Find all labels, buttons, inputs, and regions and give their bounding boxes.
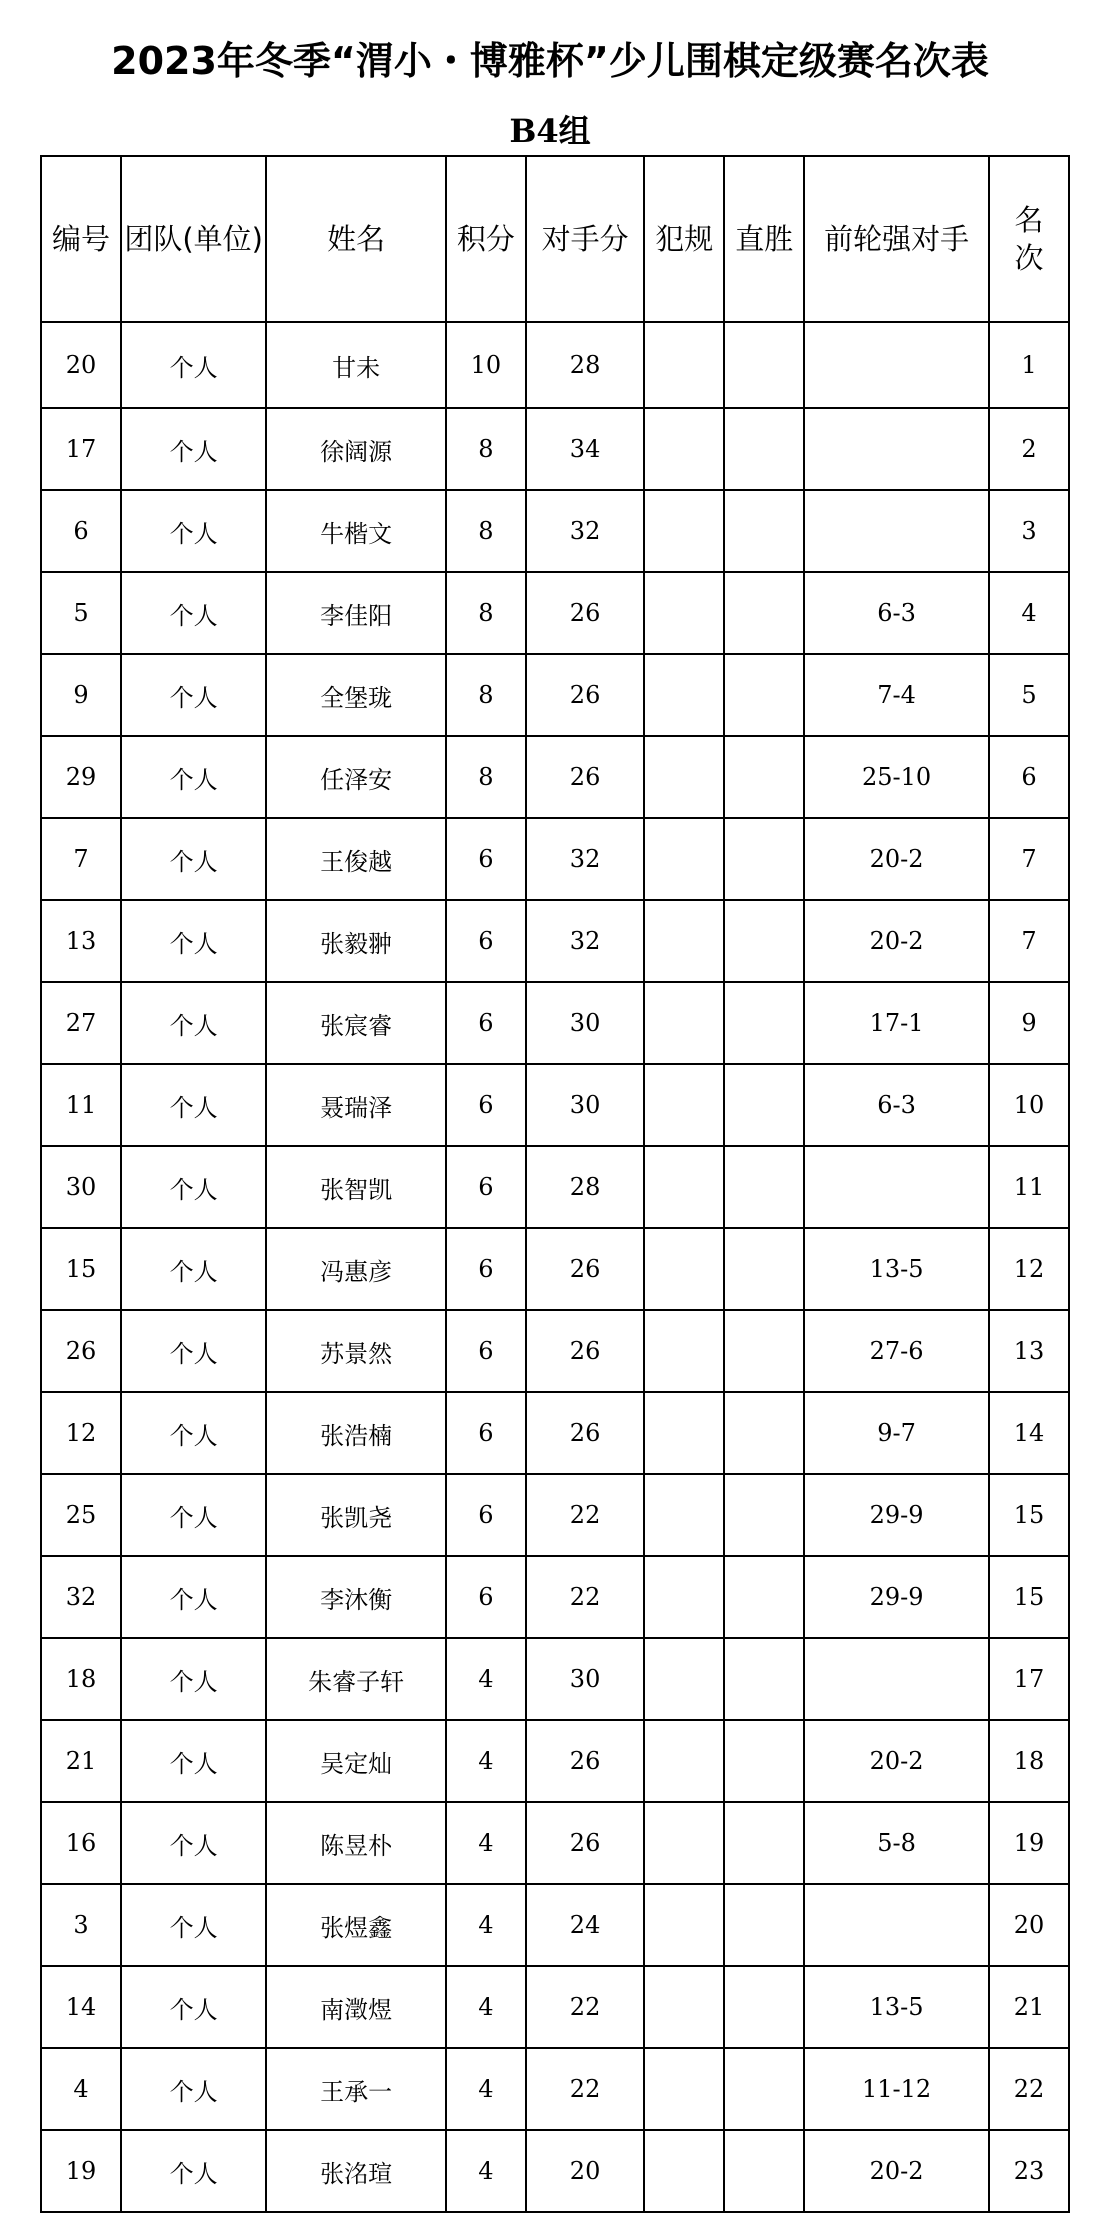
head-to-head-cell bbox=[724, 1556, 804, 1638]
head-to-head-cell bbox=[724, 490, 804, 572]
opponent-score-cell: 26 bbox=[526, 1802, 644, 1884]
rank-cell: 15 bbox=[989, 1556, 1069, 1638]
number-cell: 14 bbox=[41, 1966, 121, 2048]
opponent-score-cell: 26 bbox=[526, 572, 644, 654]
name-cell: 陈昱朴 bbox=[266, 1802, 446, 1884]
points-cell: 6 bbox=[446, 1392, 526, 1474]
strong-opponent-cell bbox=[804, 322, 989, 408]
rank-cell: 17 bbox=[989, 1638, 1069, 1720]
head-to-head-cell bbox=[724, 1392, 804, 1474]
strong-opponent-cell: 9-7 bbox=[804, 1392, 989, 1474]
team-cell: 个人 bbox=[121, 1802, 266, 1884]
team-cell: 个人 bbox=[121, 1228, 266, 1310]
head-to-head-cell bbox=[724, 1884, 804, 1966]
points-cell: 6 bbox=[446, 818, 526, 900]
points-cell: 6 bbox=[446, 1556, 526, 1638]
head-to-head-cell bbox=[724, 408, 804, 490]
points-cell: 4 bbox=[446, 2130, 526, 2212]
name-cell: 任泽安 bbox=[266, 736, 446, 818]
number-cell: 21 bbox=[41, 1720, 121, 1802]
team-cell: 个人 bbox=[121, 1474, 266, 1556]
number-cell: 26 bbox=[41, 1310, 121, 1392]
team-cell: 个人 bbox=[121, 1146, 266, 1228]
points-cell: 8 bbox=[446, 408, 526, 490]
table-row bbox=[41, 1966, 1069, 2048]
table-row bbox=[41, 1228, 1069, 1310]
name-cell: 全堡珑 bbox=[266, 654, 446, 736]
team-cell: 个人 bbox=[121, 1064, 266, 1146]
number-cell: 27 bbox=[41, 982, 121, 1064]
opponent-score-cell: 30 bbox=[526, 1638, 644, 1720]
head-to-head-cell bbox=[724, 2048, 804, 2130]
team-cell: 个人 bbox=[121, 1884, 266, 1966]
rank-cell: 7 bbox=[989, 818, 1069, 900]
fouls-cell bbox=[644, 1392, 724, 1474]
table-body bbox=[41, 322, 1069, 2212]
col-header-rank bbox=[989, 156, 1069, 322]
team-cell: 个人 bbox=[121, 1310, 266, 1392]
opponent-score-cell: 26 bbox=[526, 1392, 644, 1474]
head-to-head-cell bbox=[724, 1802, 804, 1884]
rank-cell: 23 bbox=[989, 2130, 1069, 2212]
opponent-score-cell: 22 bbox=[526, 2048, 644, 2130]
rank-cell: 5 bbox=[989, 654, 1069, 736]
strong-opponent-cell bbox=[804, 408, 989, 490]
team-cell: 个人 bbox=[121, 900, 266, 982]
rank-cell: 12 bbox=[989, 1228, 1069, 1310]
rank-cell: 19 bbox=[989, 1802, 1069, 1884]
points-cell: 8 bbox=[446, 654, 526, 736]
name-cell: 张浩楠 bbox=[266, 1392, 446, 1474]
name-cell: 王承一 bbox=[266, 2048, 446, 2130]
fouls-cell bbox=[644, 322, 724, 408]
team-cell: 个人 bbox=[121, 1966, 266, 2048]
points-cell: 4 bbox=[446, 2048, 526, 2130]
head-to-head-cell bbox=[724, 736, 804, 818]
col-header-strong-opponent: 前轮强对手 bbox=[804, 156, 989, 322]
opponent-score-cell: 28 bbox=[526, 1146, 644, 1228]
number-cell: 17 bbox=[41, 408, 121, 490]
strong-opponent-cell: 7-4 bbox=[804, 654, 989, 736]
number-cell: 29 bbox=[41, 736, 121, 818]
name-cell: 吴定灿 bbox=[266, 1720, 446, 1802]
team-cell: 个人 bbox=[121, 1720, 266, 1802]
header-row bbox=[41, 156, 1069, 322]
points-cell: 6 bbox=[446, 900, 526, 982]
name-cell: 张洺瑄 bbox=[266, 2130, 446, 2212]
fouls-cell bbox=[644, 1966, 724, 2048]
points-cell: 6 bbox=[446, 1474, 526, 1556]
fouls-cell bbox=[644, 1228, 724, 1310]
strong-opponent-cell: 6-3 bbox=[804, 1064, 989, 1146]
table-row bbox=[41, 490, 1069, 572]
table-row bbox=[41, 1556, 1069, 1638]
number-cell: 11 bbox=[41, 1064, 121, 1146]
col-header-number: 编号 bbox=[41, 156, 121, 322]
name-cell: 张宸睿 bbox=[266, 982, 446, 1064]
rank-cell: 22 bbox=[989, 2048, 1069, 2130]
head-to-head-cell bbox=[724, 900, 804, 982]
name-cell: 王俊越 bbox=[266, 818, 446, 900]
points-cell: 6 bbox=[446, 1064, 526, 1146]
team-cell: 个人 bbox=[121, 490, 266, 572]
name-cell: 冯惠彦 bbox=[266, 1228, 446, 1310]
opponent-score-cell: 26 bbox=[526, 1228, 644, 1310]
table-row bbox=[41, 572, 1069, 654]
rank-cell: 11 bbox=[989, 1146, 1069, 1228]
team-cell: 个人 bbox=[121, 654, 266, 736]
strong-opponent-cell: 27-6 bbox=[804, 1310, 989, 1392]
col-header-rank-text: 名 次 bbox=[1014, 203, 1044, 275]
head-to-head-cell bbox=[724, 1720, 804, 1802]
strong-opponent-cell: 29-9 bbox=[804, 1556, 989, 1638]
team-cell: 个人 bbox=[121, 1392, 266, 1474]
points-cell: 4 bbox=[446, 1966, 526, 2048]
opponent-score-cell: 32 bbox=[526, 818, 644, 900]
rank-cell: 3 bbox=[989, 490, 1069, 572]
table-row bbox=[41, 1310, 1069, 1392]
fouls-cell bbox=[644, 1720, 724, 1802]
opponent-score-cell: 20 bbox=[526, 2130, 644, 2212]
number-cell: 20 bbox=[41, 322, 121, 408]
number-cell: 16 bbox=[41, 1802, 121, 1884]
col-header-opponent-score: 对手分 bbox=[526, 156, 644, 322]
opponent-score-cell: 28 bbox=[526, 322, 644, 408]
strong-opponent-cell: 13-5 bbox=[804, 1966, 989, 2048]
strong-opponent-cell: 20-2 bbox=[804, 2130, 989, 2212]
points-cell: 10 bbox=[446, 322, 526, 408]
head-to-head-cell bbox=[724, 982, 804, 1064]
rank-cell: 9 bbox=[989, 982, 1069, 1064]
number-cell: 12 bbox=[41, 1392, 121, 1474]
col-header-head-to-head: 直胜 bbox=[724, 156, 804, 322]
table-row bbox=[41, 1392, 1069, 1474]
table-row bbox=[41, 1474, 1069, 1556]
head-to-head-cell bbox=[724, 1966, 804, 2048]
team-cell: 个人 bbox=[121, 2130, 266, 2212]
name-cell: 李佳阳 bbox=[266, 572, 446, 654]
team-cell: 个人 bbox=[121, 1638, 266, 1720]
points-cell: 4 bbox=[446, 1884, 526, 1966]
strong-opponent-cell: 11-12 bbox=[804, 2048, 989, 2130]
opponent-score-cell: 30 bbox=[526, 982, 644, 1064]
table-row bbox=[41, 982, 1069, 1064]
head-to-head-cell bbox=[724, 322, 804, 408]
team-cell: 个人 bbox=[121, 572, 266, 654]
strong-opponent-cell: 20-2 bbox=[804, 900, 989, 982]
fouls-cell bbox=[644, 1310, 724, 1392]
strong-opponent-cell bbox=[804, 1146, 989, 1228]
number-cell: 15 bbox=[41, 1228, 121, 1310]
rank-cell: 20 bbox=[989, 1884, 1069, 1966]
points-cell: 6 bbox=[446, 1310, 526, 1392]
head-to-head-cell bbox=[724, 1474, 804, 1556]
strong-opponent-cell bbox=[804, 1884, 989, 1966]
team-cell: 个人 bbox=[121, 322, 266, 408]
points-cell: 4 bbox=[446, 1720, 526, 1802]
col-header-name: 姓名 bbox=[266, 156, 446, 322]
fouls-cell bbox=[644, 572, 724, 654]
strong-opponent-cell: 5-8 bbox=[804, 1802, 989, 1884]
rank-cell: 2 bbox=[989, 408, 1069, 490]
fouls-cell bbox=[644, 1474, 724, 1556]
table-row bbox=[41, 1802, 1069, 1884]
rank-cell: 4 bbox=[989, 572, 1069, 654]
number-cell: 25 bbox=[41, 1474, 121, 1556]
opponent-score-cell: 34 bbox=[526, 408, 644, 490]
points-cell: 4 bbox=[446, 1802, 526, 1884]
fouls-cell bbox=[644, 408, 724, 490]
opponent-score-cell: 26 bbox=[526, 1310, 644, 1392]
col-header-fouls: 犯规 bbox=[644, 156, 724, 322]
points-cell: 8 bbox=[446, 736, 526, 818]
rank-cell: 15 bbox=[989, 1474, 1069, 1556]
rank-cell: 7 bbox=[989, 900, 1069, 982]
head-to-head-cell bbox=[724, 818, 804, 900]
table-row bbox=[41, 736, 1069, 818]
head-to-head-cell bbox=[724, 1064, 804, 1146]
team-cell: 个人 bbox=[121, 818, 266, 900]
opponent-score-cell: 24 bbox=[526, 1884, 644, 1966]
rank-cell: 1 bbox=[989, 322, 1069, 408]
points-cell: 8 bbox=[446, 490, 526, 572]
fouls-cell bbox=[644, 1802, 724, 1884]
fouls-cell bbox=[644, 2130, 724, 2212]
table-row bbox=[41, 818, 1069, 900]
head-to-head-cell bbox=[724, 1638, 804, 1720]
team-cell: 个人 bbox=[121, 982, 266, 1064]
head-to-head-cell bbox=[724, 1146, 804, 1228]
fouls-cell bbox=[644, 1556, 724, 1638]
fouls-cell bbox=[644, 1638, 724, 1720]
head-to-head-cell bbox=[724, 572, 804, 654]
head-to-head-cell bbox=[724, 2130, 804, 2212]
group-label: B4组 bbox=[509, 112, 591, 150]
ranking-table bbox=[40, 155, 1070, 2213]
table-row bbox=[41, 2048, 1069, 2130]
fouls-cell bbox=[644, 654, 724, 736]
name-cell: 牛楷文 bbox=[266, 490, 446, 572]
team-cell: 个人 bbox=[121, 736, 266, 818]
fouls-cell bbox=[644, 490, 724, 572]
name-cell: 张煜鑫 bbox=[266, 1884, 446, 1966]
fouls-cell bbox=[644, 1146, 724, 1228]
rank-cell: 10 bbox=[989, 1064, 1069, 1146]
opponent-score-cell: 22 bbox=[526, 1966, 644, 2048]
strong-opponent-cell: 20-2 bbox=[804, 818, 989, 900]
opponent-score-cell: 30 bbox=[526, 1064, 644, 1146]
number-cell: 32 bbox=[41, 1556, 121, 1638]
name-cell: 张智凯 bbox=[266, 1146, 446, 1228]
table-row bbox=[41, 2130, 1069, 2212]
col-header-points: 积分 bbox=[446, 156, 526, 322]
fouls-cell bbox=[644, 900, 724, 982]
number-cell: 13 bbox=[41, 900, 121, 982]
points-cell: 6 bbox=[446, 982, 526, 1064]
strong-opponent-cell bbox=[804, 1638, 989, 1720]
strong-opponent-cell bbox=[804, 490, 989, 572]
number-cell: 4 bbox=[41, 2048, 121, 2130]
name-cell: 张毅翀 bbox=[266, 900, 446, 982]
strong-opponent-cell: 20-2 bbox=[804, 1720, 989, 1802]
name-cell: 苏景然 bbox=[266, 1310, 446, 1392]
fouls-cell bbox=[644, 736, 724, 818]
table-row bbox=[41, 1884, 1069, 1966]
rank-cell: 14 bbox=[989, 1392, 1069, 1474]
name-cell: 张凯尧 bbox=[266, 1474, 446, 1556]
opponent-score-cell: 26 bbox=[526, 1720, 644, 1802]
number-cell: 9 bbox=[41, 654, 121, 736]
fouls-cell bbox=[644, 982, 724, 1064]
team-cell: 个人 bbox=[121, 1556, 266, 1638]
name-cell: 聂瑞泽 bbox=[266, 1064, 446, 1146]
opponent-score-cell: 32 bbox=[526, 490, 644, 572]
fouls-cell bbox=[644, 2048, 724, 2130]
name-cell: 李沐衡 bbox=[266, 1556, 446, 1638]
col-header-team: 团队(单位) bbox=[121, 156, 266, 322]
head-to-head-cell bbox=[724, 654, 804, 736]
number-cell: 18 bbox=[41, 1638, 121, 1720]
opponent-score-cell: 26 bbox=[526, 736, 644, 818]
strong-opponent-cell: 17-1 bbox=[804, 982, 989, 1064]
team-cell: 个人 bbox=[121, 2048, 266, 2130]
number-cell: 30 bbox=[41, 1146, 121, 1228]
number-cell: 7 bbox=[41, 818, 121, 900]
number-cell: 6 bbox=[41, 490, 121, 572]
page-title: 2023年冬季“渭小・博雅杯”少儿围棋定级赛名次表 bbox=[111, 39, 989, 83]
number-cell: 3 bbox=[41, 1884, 121, 1966]
name-cell: 南澂煜 bbox=[266, 1966, 446, 2048]
opponent-score-cell: 22 bbox=[526, 1474, 644, 1556]
strong-opponent-cell: 25-10 bbox=[804, 736, 989, 818]
team-cell: 个人 bbox=[121, 408, 266, 490]
name-cell: 甘未 bbox=[266, 322, 446, 408]
strong-opponent-cell: 13-5 bbox=[804, 1228, 989, 1310]
table-row bbox=[41, 654, 1069, 736]
fouls-cell bbox=[644, 1064, 724, 1146]
strong-opponent-cell: 6-3 bbox=[804, 572, 989, 654]
opponent-score-cell: 32 bbox=[526, 900, 644, 982]
table-row bbox=[41, 322, 1069, 408]
rank-cell: 21 bbox=[989, 1966, 1069, 2048]
fouls-cell bbox=[644, 818, 724, 900]
number-cell: 19 bbox=[41, 2130, 121, 2212]
head-to-head-cell bbox=[724, 1228, 804, 1310]
table-row bbox=[41, 408, 1069, 490]
points-cell: 6 bbox=[446, 1228, 526, 1310]
name-cell: 徐阔源 bbox=[266, 408, 446, 490]
opponent-score-cell: 22 bbox=[526, 1556, 644, 1638]
rank-cell: 6 bbox=[989, 736, 1069, 818]
points-cell: 6 bbox=[446, 1146, 526, 1228]
head-to-head-cell bbox=[724, 1310, 804, 1392]
table-row bbox=[41, 1638, 1069, 1720]
table-row bbox=[41, 1146, 1069, 1228]
table-row bbox=[41, 1064, 1069, 1146]
points-cell: 8 bbox=[446, 572, 526, 654]
table-row bbox=[41, 900, 1069, 982]
strong-opponent-cell: 29-9 bbox=[804, 1474, 989, 1556]
rank-cell: 13 bbox=[989, 1310, 1069, 1392]
opponent-score-cell: 26 bbox=[526, 654, 644, 736]
number-cell: 5 bbox=[41, 572, 121, 654]
rank-cell: 18 bbox=[989, 1720, 1069, 1802]
table-row bbox=[41, 1720, 1069, 1802]
points-cell: 4 bbox=[446, 1638, 526, 1720]
name-cell: 朱睿子轩 bbox=[266, 1638, 446, 1720]
fouls-cell bbox=[644, 1884, 724, 1966]
